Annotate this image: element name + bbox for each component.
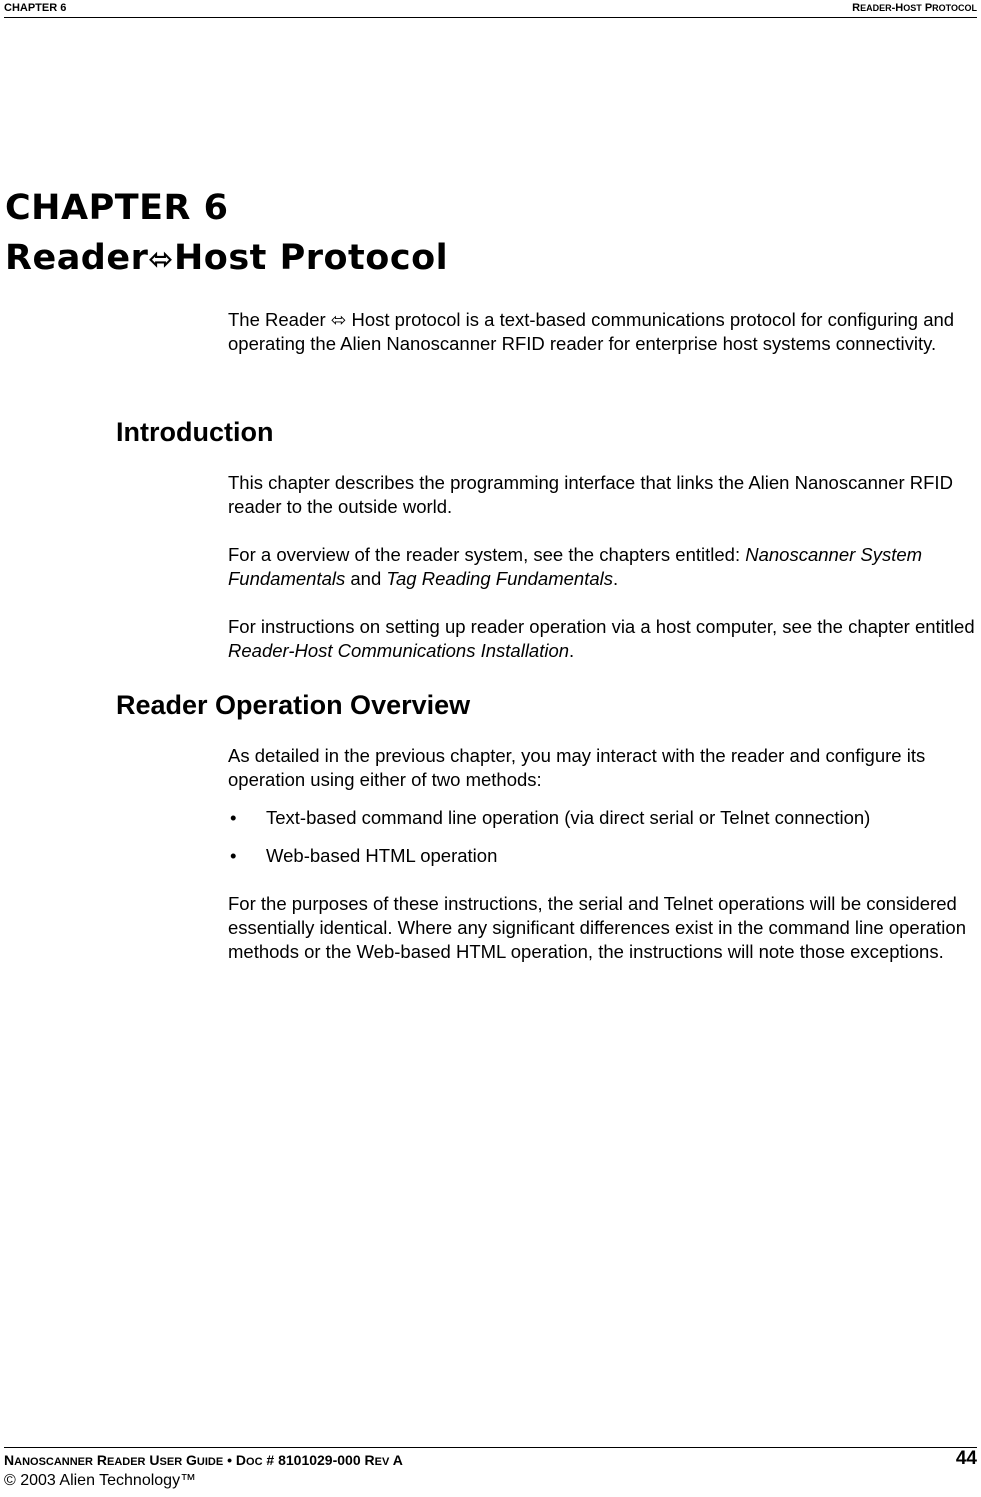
intro-paragraph bbox=[228, 308, 978, 356]
footer-revision: A bbox=[392, 1452, 403, 1468]
double-arrow-icon: ⬄ bbox=[330, 309, 347, 330]
header-title-smallcaps: EADER bbox=[860, 3, 892, 13]
footer-smallcaps: ANOSCANNER bbox=[14, 1456, 93, 1468]
section-heading-overview: Reader Operation Overview bbox=[116, 690, 471, 720]
footer-smallcaps: EV bbox=[374, 1456, 390, 1468]
header-title-smallcaps: ROTOCOL bbox=[932, 3, 977, 13]
header-title-dash: - bbox=[891, 2, 896, 14]
header-title-cap: H bbox=[895, 2, 904, 14]
footer-cap: R bbox=[364, 1452, 375, 1468]
footer-smallcaps: UIDE bbox=[196, 1456, 224, 1468]
list-item-text: Web-based HTML operation bbox=[266, 845, 498, 866]
list-item bbox=[228, 844, 978, 882]
chapter-reference: Nanoscanner System Fundamentals bbox=[228, 544, 923, 589]
header-title-cap: R bbox=[852, 2, 861, 14]
introduction-paragraph-3 bbox=[228, 615, 978, 663]
page-number: 44 bbox=[955, 1448, 977, 1469]
paragraph-text: For instructions on setting up reader operation via a host computer, see the chapter entitled bbox=[228, 616, 975, 637]
double-arrow-icon: ⬄ bbox=[148, 242, 174, 277]
list-item bbox=[228, 806, 978, 844]
footer-cap: D bbox=[235, 1452, 247, 1468]
header-title-smallcaps: OST bbox=[903, 3, 922, 13]
chapter-reference: Tag Reading Fundamentals bbox=[386, 568, 613, 589]
footer-cap: N bbox=[4, 1452, 15, 1468]
bullet-icon: • bbox=[230, 807, 237, 828]
footer-smallcaps: EADER bbox=[106, 1456, 146, 1468]
paragraph-text: This chapter describes the programming interface that links the Alien Nanoscanner RFID reader to the outside world. bbox=[228, 472, 953, 517]
section-heading-introduction: Introduction bbox=[116, 417, 274, 447]
footer-cap: R bbox=[96, 1452, 107, 1468]
chapter-title bbox=[5, 235, 448, 283]
overview-paragraph-1 bbox=[228, 744, 978, 792]
paragraph-text: For a overview of the reader system, see the chapters entitled: bbox=[228, 544, 746, 565]
running-footer bbox=[4, 1447, 977, 1489]
header-title-cap: P bbox=[924, 2, 933, 14]
copyright: © 2003 Alien Technology™ bbox=[4, 1472, 197, 1489]
chapter-title-part1: Reader bbox=[5, 238, 149, 278]
chapter-title-part2: Host Protocol bbox=[174, 238, 449, 278]
chapter-reference: Reader-Host Communications Installation bbox=[228, 640, 570, 661]
footer-smallcaps: SER bbox=[159, 1456, 183, 1468]
paragraph-text: For the purposes of these instructions, the serial and Telnet operations will be considered essentially identical. Where any significant differences exist in the command line operation methods or the Web-based HTML operation, the instructions will note those exceptions. bbox=[228, 893, 966, 962]
intro-text-1: The Reader bbox=[228, 309, 331, 330]
header-chapter: CHAPTER 6 bbox=[4, 2, 67, 14]
footer-cap: U bbox=[149, 1452, 160, 1468]
intro-text-2: Host protocol is a text-based communications protocol for configuring and operating the Alien Nanoscanner RFID reader for enterprise host systems connectivity. bbox=[228, 309, 955, 354]
footer-doc-number: # 8101029-000 bbox=[266, 1452, 361, 1468]
footer-cap: G bbox=[186, 1452, 197, 1468]
header-title bbox=[852, 0, 977, 16]
running-header bbox=[4, 0, 977, 18]
paragraph-text: . bbox=[569, 640, 575, 661]
introduction-paragraph-1 bbox=[228, 471, 978, 519]
bullet-separator-icon: • bbox=[227, 1452, 232, 1468]
paragraph-text: and bbox=[345, 568, 387, 589]
footer-document-id bbox=[4, 1452, 403, 1468]
paragraph-text: . bbox=[613, 568, 619, 589]
list-item-text: Text-based command line operation (via direct serial or Telnet connection) bbox=[266, 807, 871, 828]
bullet-icon: • bbox=[230, 845, 237, 866]
introduction-paragraph-2 bbox=[228, 543, 978, 591]
paragraph-text: As detailed in the previous chapter, you may interact with the reader and configure its operation using either of two methods: bbox=[228, 745, 926, 790]
methods-list bbox=[228, 806, 978, 882]
overview-paragraph-2 bbox=[228, 892, 978, 964]
footer-smallcaps: OC bbox=[246, 1456, 263, 1468]
chapter-number: CHAPTER 6 bbox=[5, 188, 229, 228]
